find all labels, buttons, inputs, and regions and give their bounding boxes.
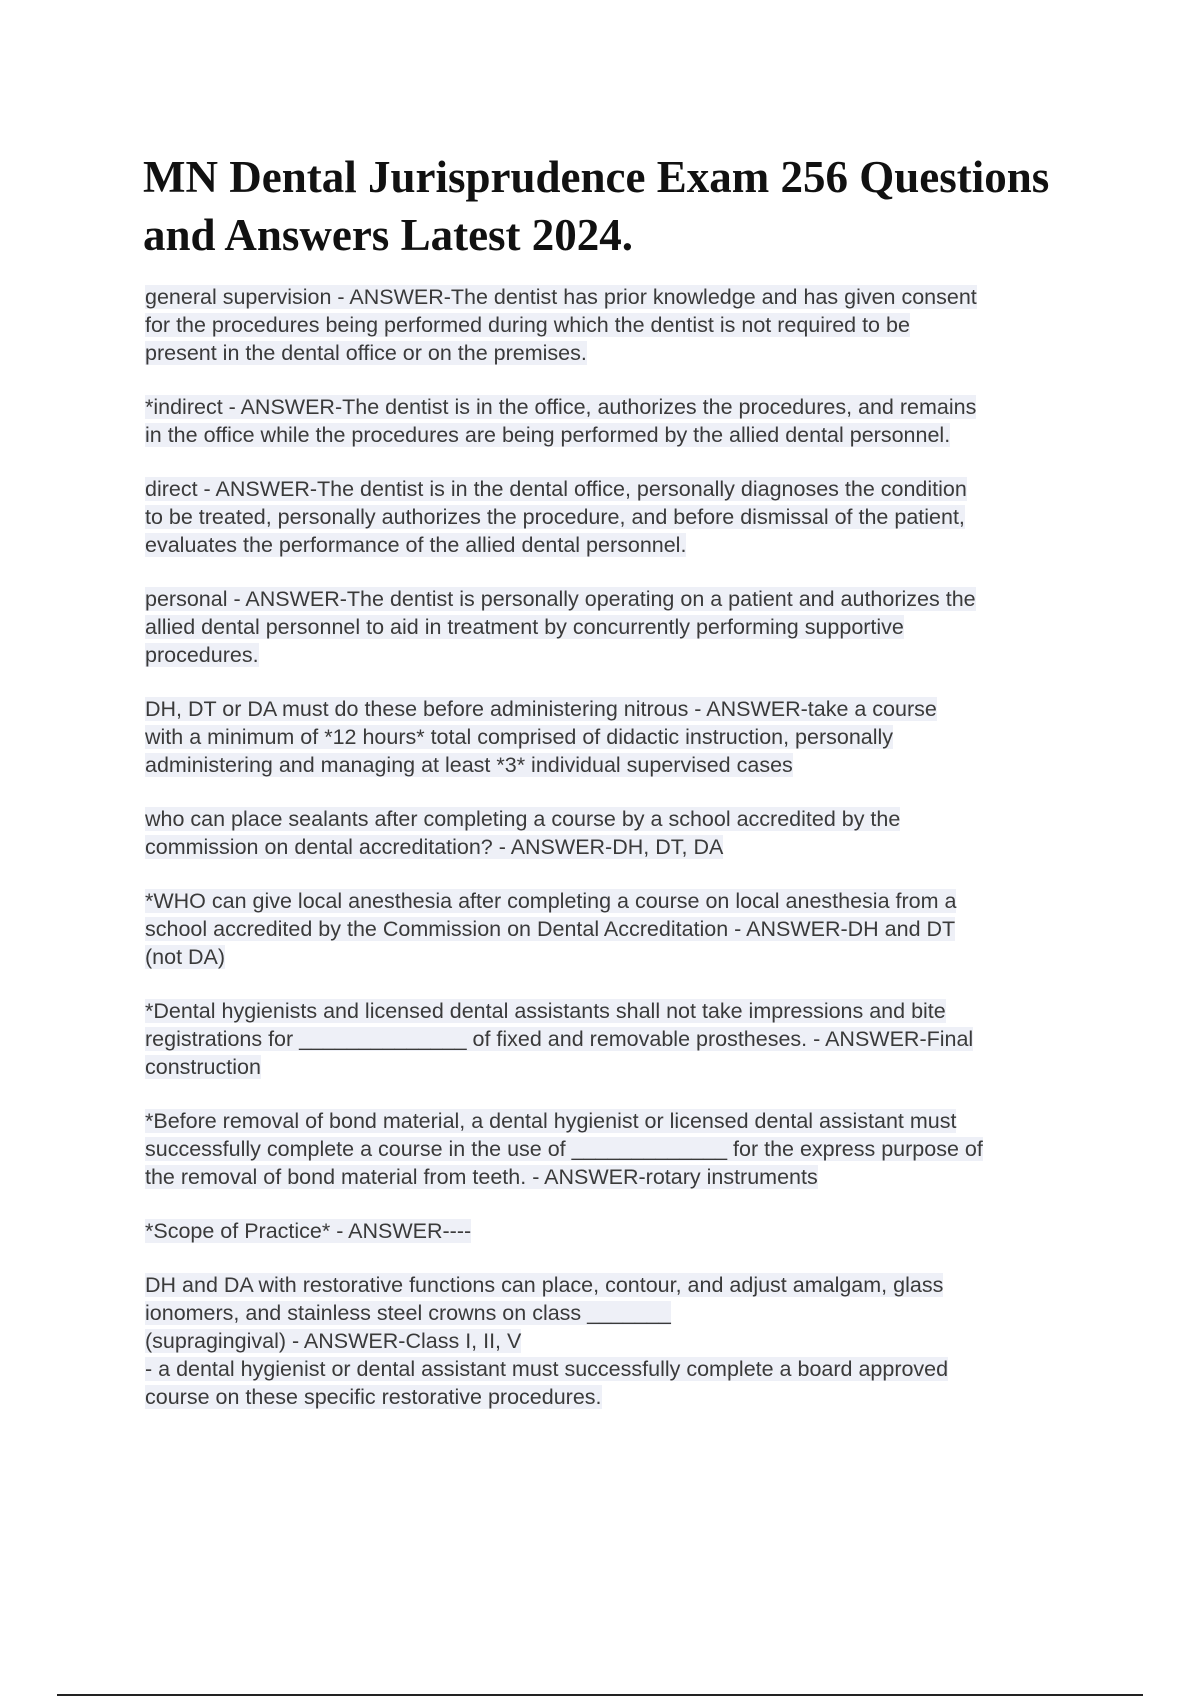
qa-line-text: registrations for ______________ of fixed and removable prostheses. - ANSWER-Final	[145, 1027, 974, 1051]
qa-line	[145, 723, 1085, 751]
qa-line	[145, 997, 1085, 1025]
qa-line-text: (supragingival) - ANSWER-Class I, II, V	[145, 1329, 522, 1353]
qa-line-text: course on these specific restorative procedures.	[145, 1385, 602, 1409]
document-title-line-2: and Answers Latest 2024.	[143, 210, 634, 260]
qa-line	[145, 311, 1085, 339]
qa-item-impressions	[145, 997, 1085, 1081]
qa-line-text: ionomers, and stainless steel crowns on class _______	[145, 1301, 671, 1325]
qa-line-text: for the procedures being performed during which the dentist is not required to be	[145, 313, 910, 337]
qa-line-text: direct - ANSWER-The dentist is in the dental office, personally diagnoses the condition	[145, 477, 967, 501]
qa-line	[145, 1355, 1085, 1383]
qa-list	[145, 283, 1085, 1437]
qa-line-text: *indirect - ANSWER-The dentist is in the office, authorizes the procedures, and remains	[145, 395, 977, 419]
qa-line	[145, 915, 1085, 943]
qa-line	[145, 531, 1085, 559]
qa-line-text: *WHO can give local anesthesia after completing a course on local anesthesia from a	[145, 889, 957, 913]
qa-line	[145, 695, 1085, 723]
qa-line-text: DH, DT or DA must do these before administering nitrous - ANSWER-take a course	[145, 697, 937, 721]
qa-line-text: - a dental hygienist or dental assistant must successfully complete a board approved	[145, 1357, 949, 1381]
qa-line-text: general supervision - ANSWER-The dentist has prior knowledge and has given consent	[145, 285, 977, 309]
qa-line-text: DH and DA with restorative functions can place, contour, and adjust amalgam, glass	[145, 1273, 944, 1297]
qa-line	[145, 1053, 1085, 1081]
qa-line-text: school accredited by the Commission on Dental Accreditation - ANSWER-DH and DT	[145, 917, 956, 941]
document-title	[143, 148, 1143, 264]
qa-line-text: procedures.	[145, 643, 259, 667]
document-title-line-1: MN Dental Jurisprudence Exam 256 Questions	[143, 152, 1050, 202]
qa-line	[145, 1271, 1085, 1299]
qa-item-restorative-functions	[145, 1271, 1085, 1411]
qa-line-text: *Scope of Practice* - ANSWER----	[145, 1219, 472, 1243]
qa-line-text: present in the dental office or on the premises.	[145, 341, 587, 365]
qa-line	[145, 613, 1085, 641]
qa-item-bond-material	[145, 1107, 1085, 1191]
qa-line-text: evaluates the performance of the allied dental personnel.	[145, 533, 687, 557]
qa-line	[145, 339, 1085, 367]
qa-item-nitrous	[145, 695, 1085, 779]
qa-item-scope-of-practice	[145, 1217, 1085, 1245]
qa-line	[145, 1135, 1085, 1163]
qa-line	[145, 1383, 1085, 1411]
qa-line-text: commission on dental accreditation? - ANSWER-DH, DT, DA	[145, 835, 724, 859]
qa-line-text: administering and managing at least *3* individual supervised cases	[145, 753, 793, 777]
qa-line	[145, 1299, 1085, 1327]
qa-line-text: personal - ANSWER-The dentist is personally operating on a patient and authorizes the	[145, 587, 976, 611]
qa-line	[145, 1217, 1085, 1245]
qa-line	[145, 585, 1085, 613]
qa-line	[145, 751, 1085, 779]
qa-line-text: *Dental hygienists and licensed dental assistants shall not take impressions and bite	[145, 999, 946, 1023]
qa-item-direct	[145, 475, 1085, 559]
qa-line	[145, 833, 1085, 861]
page-bottom-divider	[57, 1694, 1143, 1696]
qa-item-local-anesthesia	[145, 887, 1085, 971]
qa-line	[145, 805, 1085, 833]
qa-line-text: *Before removal of bond material, a dental hygienist or licensed dental assistant must	[145, 1109, 957, 1133]
qa-line	[145, 421, 1085, 449]
qa-line	[145, 475, 1085, 503]
qa-line	[145, 943, 1085, 971]
qa-line	[145, 283, 1085, 311]
qa-line	[145, 393, 1085, 421]
qa-item-indirect	[145, 393, 1085, 449]
qa-line-text: (not DA)	[145, 945, 226, 969]
qa-line-text: who can place sealants after completing a course by a school accredited by the	[145, 807, 901, 831]
qa-line-text: with a minimum of *12 hours* total comprised of didactic instruction, personally	[145, 725, 894, 749]
qa-line-text: to be treated, personally authorizes the procedure, and before dismissal of the patient,	[145, 505, 965, 529]
qa-line-text: construction	[145, 1055, 261, 1079]
qa-line	[145, 1163, 1085, 1191]
qa-line	[145, 641, 1085, 669]
qa-line	[145, 1327, 1085, 1355]
qa-line	[145, 887, 1085, 915]
qa-line-text: successfully complete a course in the use of _____________ for the express purpose of	[145, 1137, 983, 1161]
qa-line-text: allied dental personnel to aid in treatment by concurrently performing supportive	[145, 615, 904, 639]
qa-line-text: in the office while the procedures are being performed by the allied dental personnel.	[145, 423, 951, 447]
qa-item-general-supervision	[145, 283, 1085, 367]
qa-line-text: the removal of bond material from teeth. - ANSWER-rotary instruments	[145, 1165, 818, 1189]
qa-item-sealants	[145, 805, 1085, 861]
qa-item-personal	[145, 585, 1085, 669]
qa-line	[145, 503, 1085, 531]
qa-line	[145, 1025, 1085, 1053]
qa-line	[145, 1107, 1085, 1135]
